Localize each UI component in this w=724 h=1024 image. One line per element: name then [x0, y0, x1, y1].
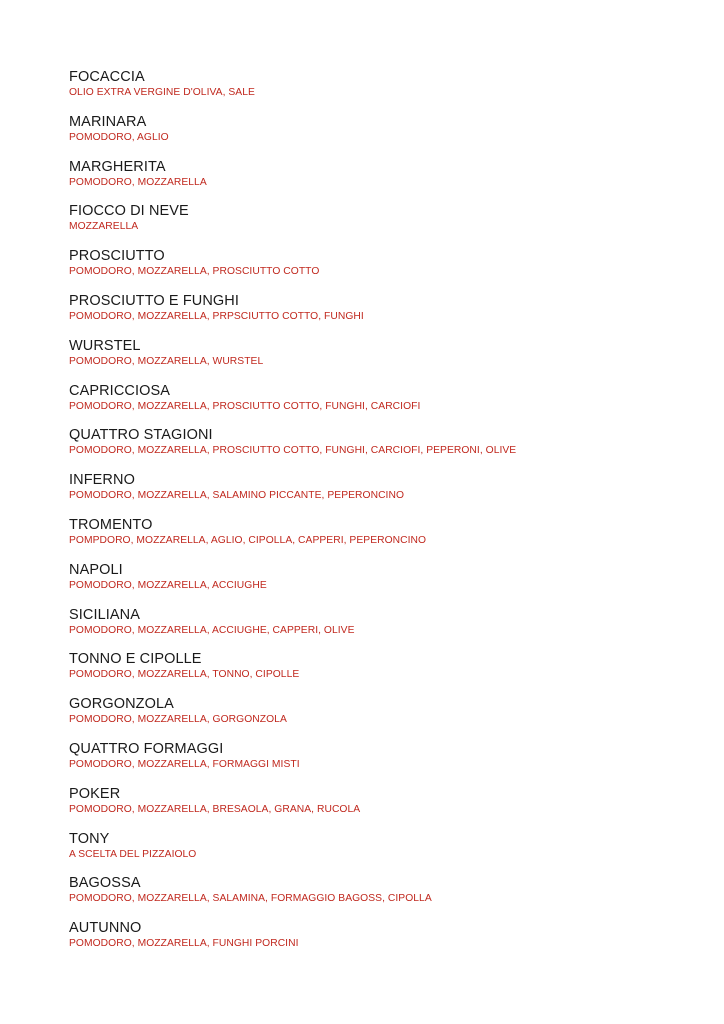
pizza-ingredients: POMODORO, MOZZARELLA, PROSCIUTTO COTTO, FUNGHI, CARCIOFI — [69, 400, 421, 412]
menu-item — [69, 293, 689, 338]
menu-item — [69, 651, 689, 696]
pizza-name: FIOCCO DI NEVE — [69, 203, 189, 220]
pizza-ingredients: POMODORO, MOZZARELLA, BRESAOLA, GRANA, RUCOLA — [69, 803, 361, 815]
pizza-name: TONY — [69, 830, 110, 847]
pizza-name: MARGHERITA — [69, 158, 166, 175]
pizza-ingredients: POMODORO, MOZZARELLA, SALAMINO PICCANTE, PEPERONCINO — [69, 490, 405, 502]
menu-item — [69, 383, 689, 428]
pizza-name: QUATTRO FORMAGGI — [69, 740, 224, 757]
pizza-name: QUATTRO STAGIONI — [69, 427, 213, 444]
pizza-ingredients: POMODORO, MOZZARELLA, ACCIUGHE, CAPPERI, OLIVE — [69, 624, 355, 636]
pizza-name: TONNO E CIPOLLE — [69, 651, 202, 668]
menu-item — [69, 472, 689, 517]
menu-item — [69, 338, 689, 383]
menu-item — [69, 920, 689, 965]
pizza-name: GORGONZOLA — [69, 696, 174, 713]
pizza-ingredients: POMODORO, MOZZARELLA, FUNGHI PORCINI — [69, 938, 299, 950]
pizza-name: FOCACCIA — [69, 69, 145, 85]
pizza-name: TROMENTO — [69, 516, 153, 533]
menu-item — [69, 248, 689, 293]
pizza-name: CAPRICCIOSA — [69, 382, 171, 399]
pizza-name: BAGOSSA — [69, 875, 141, 892]
menu-item — [69, 159, 689, 204]
pizza-name: MARINARA — [69, 113, 147, 130]
pizza-name: POKER — [69, 785, 121, 802]
menu-item — [69, 786, 689, 831]
menu-item — [69, 517, 689, 562]
pizza-name: AUTUNNO — [69, 920, 142, 937]
pizza-ingredients: POMODORO, MOZZARELLA, GORGONZOLA — [69, 714, 287, 726]
menu-item — [69, 741, 689, 786]
pizza-ingredients: MOZZARELLA — [69, 221, 139, 233]
pizza-ingredients: POMODORO, MOZZARELLA, WURSTEL — [69, 355, 264, 367]
menu-item — [69, 203, 689, 248]
menu-item — [69, 69, 689, 114]
menu-item — [69, 427, 689, 472]
pizza-ingredients: POMODORO, MOZZARELLA, ACCIUGHE — [69, 579, 267, 591]
pizza-ingredients: POMPDORO, MOZZARELLA, AGLIO, CIPOLLA, CAPPERI, PEPERONCINO — [69, 534, 427, 546]
pizza-ingredients: POMODORO, MOZZARELLA, SALAMINA, FORMAGGIO BAGOSS, CIPOLLA — [69, 893, 432, 905]
menu-item — [69, 607, 689, 652]
pizza-name: INFERNO — [69, 472, 135, 489]
pizza-name: PROSCIUTTO — [69, 248, 165, 265]
pizza-ingredients: POMODORO, MOZZARELLA, PROSCIUTTO COTTO — [69, 266, 320, 278]
pizza-menu-list — [69, 69, 689, 965]
menu-item — [69, 831, 689, 876]
menu-item — [69, 562, 689, 607]
pizza-ingredients: A SCELTA DEL PIZZAIOLO — [69, 848, 197, 860]
pizza-ingredients: POMODORO, MOZZARELLA, TONNO, CIPOLLE — [69, 669, 300, 681]
pizza-name: NAPOLI — [69, 561, 123, 578]
pizza-ingredients: OLIO EXTRA VERGINE D'OLIVA, SALE — [69, 87, 255, 98]
pizza-ingredients: POMODORO, MOZZARELLA — [69, 176, 207, 188]
pizza-name: PROSCIUTTO E FUNGHI — [69, 292, 240, 309]
menu-item — [69, 114, 689, 159]
pizza-ingredients: POMODORO, AGLIO — [69, 131, 169, 143]
pizza-ingredients: POMODORO, MOZZARELLA, FORMAGGI MISTI — [69, 758, 300, 770]
pizza-name: WURSTEL — [69, 337, 141, 354]
menu-item — [69, 875, 689, 920]
pizza-ingredients: POMODORO, MOZZARELLA, PROSCIUTTO COTTO, FUNGHI, CARCIOFI, PEPERONI, OLIVE — [69, 445, 517, 457]
pizza-name: SICILIANA — [69, 606, 141, 623]
pizza-ingredients: POMODORO, MOZZARELLA, PRPSCIUTTO COTTO, FUNGHI — [69, 310, 364, 322]
menu-item — [69, 696, 689, 741]
